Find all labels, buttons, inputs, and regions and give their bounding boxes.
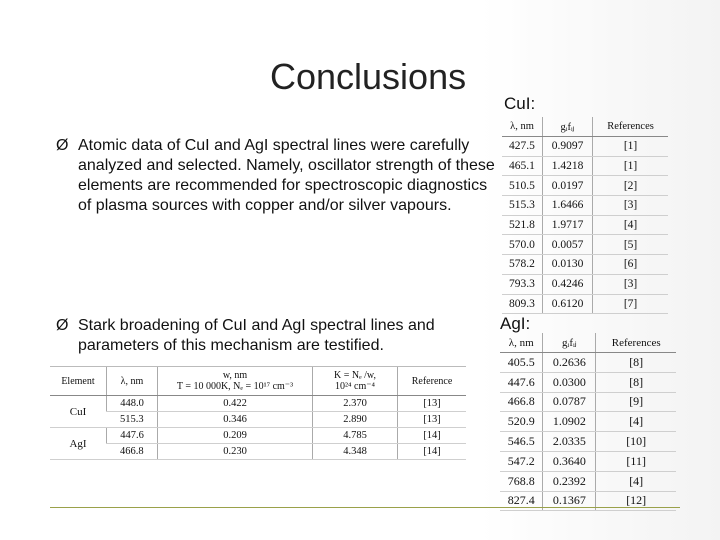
table-cell: 809.3: [502, 294, 542, 314]
table-row: [502, 156, 668, 176]
table-cell: 0.0197: [542, 176, 592, 196]
table-cell: 793.3: [502, 274, 542, 294]
column-header: gᵢfᵢⱼ: [543, 333, 596, 353]
table-cell: 0.209: [158, 428, 313, 444]
table-cell: [10]: [596, 432, 676, 452]
table-cell: 515.3: [502, 196, 542, 216]
table-row: [50, 444, 466, 460]
table-cell: [3]: [593, 196, 668, 216]
table-row: [50, 412, 466, 428]
bullet-item: [56, 136, 496, 216]
table-cell: 547.2: [500, 451, 543, 471]
table-cell: 546.5: [500, 432, 543, 452]
table-cell: 0.6120: [542, 294, 592, 314]
table-cell: 466.8: [107, 444, 158, 460]
table-cell: 2.890: [313, 412, 398, 428]
table-cell: 1.6466: [542, 196, 592, 216]
table-cell: [13]: [398, 412, 467, 428]
table-cell: 1.4218: [542, 156, 592, 176]
table-cell: [5]: [593, 235, 668, 255]
stark-broadening-table: [50, 366, 466, 460]
table-cell: 515.3: [107, 412, 158, 428]
table-cell: 0.0057: [542, 235, 592, 255]
table-cell: 510.5: [502, 176, 542, 196]
table-row: [502, 215, 668, 235]
table-row: [50, 396, 466, 412]
footer-divider: [50, 507, 680, 508]
k-header-line: K = Nₑ /w,: [334, 370, 376, 381]
table-cell: [13]: [398, 396, 467, 412]
table-cell: 0.2392: [543, 471, 596, 491]
table-cell: 827.4: [500, 491, 543, 511]
table-cell: 2.0335: [543, 432, 596, 452]
table-row: [502, 255, 668, 275]
table-cell: [2]: [593, 176, 668, 196]
table-header-row: [500, 333, 676, 353]
table-cell: 427.5: [502, 137, 542, 157]
table-cell: 0.230: [158, 444, 313, 460]
table-cell: 0.4246: [542, 274, 592, 294]
table-cell: 405.5: [500, 353, 543, 373]
table-header-row: [50, 367, 466, 396]
agi-oscillator-table: [500, 333, 676, 511]
table-cell: 4.785: [313, 428, 398, 444]
table-row: [500, 412, 676, 432]
table-cell: 447.6: [500, 372, 543, 392]
bullet-text: Stark broadening of CuI and AgI spectral lines and parameters of this mechanism are testified.: [78, 317, 435, 354]
cui-table-body: [502, 137, 668, 314]
column-header: References: [596, 333, 676, 353]
column-header: References: [593, 117, 668, 137]
table-cell: 448.0: [107, 396, 158, 412]
table-cell: [1]: [593, 156, 668, 176]
table-row: [500, 353, 676, 373]
table-cell: [11]: [596, 451, 676, 471]
table-row: [500, 471, 676, 491]
column-header: Element: [50, 367, 107, 396]
table-row: [502, 235, 668, 255]
table-cell: 466.8: [500, 392, 543, 412]
table-cell: 4.348: [313, 444, 398, 460]
table-cell: 521.8: [502, 215, 542, 235]
agi-table-body: [500, 353, 676, 511]
table-cell: 1.0902: [543, 412, 596, 432]
table-cell: 0.0130: [542, 255, 592, 275]
table-cell: [4]: [596, 412, 676, 432]
table-row: [500, 372, 676, 392]
k-header-units: 10²⁴ cm⁻⁴: [335, 381, 375, 392]
cui-oscillator-table: [502, 117, 668, 314]
column-header: gᵢfᵢⱼ: [542, 117, 592, 137]
table-row: [500, 392, 676, 412]
w-header-line: w, nm: [222, 370, 248, 381]
table-cell: 520.9: [500, 412, 543, 432]
table-row: [502, 196, 668, 216]
element-cell: CuI: [50, 396, 107, 428]
table-cell: 0.422: [158, 396, 313, 412]
w-header-conditions: T = 10 000K, Nₑ = 10¹⁷ cm⁻³: [176, 381, 294, 392]
table-cell: 0.1367: [543, 491, 596, 511]
table-cell: 2.370: [313, 396, 398, 412]
element-cell: AgI: [50, 428, 107, 460]
table-cell: 0.346: [158, 412, 313, 428]
table-row: [500, 451, 676, 471]
table-row: [500, 432, 676, 452]
table-cell: [6]: [593, 255, 668, 275]
cui-table-label: CuI:: [504, 94, 536, 113]
table-cell: [14]: [398, 428, 467, 444]
table-cell: 0.9097: [542, 137, 592, 157]
table-cell: [12]: [596, 491, 676, 511]
table-row: [502, 274, 668, 294]
table-cell: 447.6: [107, 428, 158, 444]
table-cell: 578.2: [502, 255, 542, 275]
table-cell: 465.1: [502, 156, 542, 176]
column-header: [158, 367, 313, 396]
table-cell: [4]: [593, 215, 668, 235]
agi-table-label: AgI:: [500, 314, 531, 333]
table-row: [502, 137, 668, 157]
table-header-row: [502, 117, 668, 137]
table-cell: 1.9717: [542, 215, 592, 235]
slide-title: Conclusions: [270, 56, 467, 97]
table-cell: [14]: [398, 444, 467, 460]
table-cell: 0.0787: [543, 392, 596, 412]
column-header: [313, 367, 398, 396]
arrow-bullet-icon: Ø: [56, 137, 69, 154]
table-cell: 570.0: [502, 235, 542, 255]
stark-table-body: [50, 396, 466, 460]
table-cell: [9]: [596, 392, 676, 412]
column-header: λ, nm: [107, 367, 158, 396]
table-cell: 0.0300: [543, 372, 596, 392]
table-row: [502, 176, 668, 196]
table-row: [50, 428, 466, 444]
table-cell: 768.8: [500, 471, 543, 491]
bullet-item: [56, 316, 496, 356]
table-row: [502, 294, 668, 314]
table-cell: [8]: [596, 353, 676, 373]
table-cell: 0.2636: [543, 353, 596, 373]
table-cell: [7]: [593, 294, 668, 314]
table-cell: [8]: [596, 372, 676, 392]
table-cell: [1]: [593, 137, 668, 157]
column-header: λ, nm: [502, 117, 542, 137]
arrow-bullet-icon: Ø: [56, 317, 69, 334]
column-header: λ, nm: [500, 333, 543, 353]
bullet-text: Atomic data of CuI and AgI spectral lines were carefully analyzed and selected. Namely, oscillator strength of these elements are recommended for spectroscopic diagnostics of plasma sources with copper and/or silver vapours.: [78, 137, 495, 214]
column-header: Reference: [398, 367, 467, 396]
table-cell: 0.3640: [543, 451, 596, 471]
table-cell: [4]: [596, 471, 676, 491]
table-cell: [3]: [593, 274, 668, 294]
